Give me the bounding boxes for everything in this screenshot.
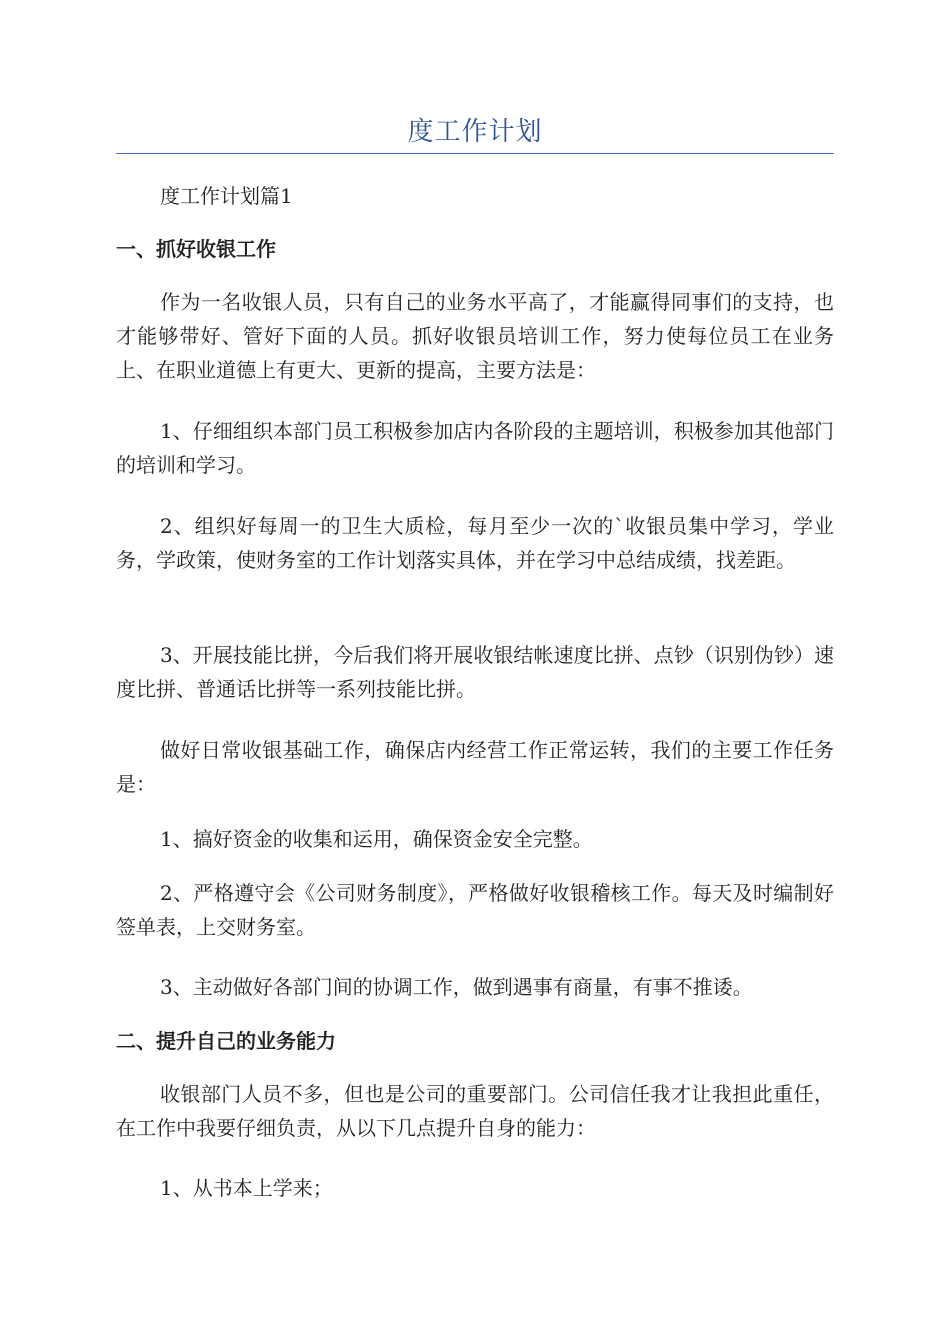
title-underline [116,153,834,154]
section-heading-2: 二、提升自己的业务能力 [116,1029,336,1053]
document-subtitle: 度工作计划篇1 [160,184,293,208]
paragraph: 2、组织好每周一的卫生大质检，每月至少一次的`收银员集中学习，学业务，学政策，使财务室的工作计划落实具体，并在学习中总结成绩，找差距。 [116,514,834,572]
document-title: 度工作计划 [407,117,543,147]
paragraph: 收银部门人员不多，但也是公司的重要部门。公司信任我才让我担此重任，在工作中我要仔细负责，从以下几点提升自身的能力： [116,1082,834,1140]
section-heading-1: 一、抓好收银工作 [116,237,276,261]
paragraph: 做好日常收银基础工作，确保店内经营工作正常运转，我们的主要工作任务是： [116,738,834,796]
paragraph: 作为一名收银人员，只有自己的业务水平高了，才能赢得同事们的支持，也才能够带好、管好下面的人员。抓好收银员培训工作，努力使每位员工在业务上、在职业道德上有更大、更新的提高，主要方法是： [116,290,834,382]
paragraph: 3、开展技能比拼，今后我们将开展收银结帐速度比拼、点钞（识别伪钞）速度比拼、普通话比拼等一系列技能比拼。 [116,643,834,701]
paragraph: 1、仔细组织本部门员工积极参加店内各阶段的主题培训，积极参加其他部门的培训和学习。 [116,419,834,477]
paragraph: 1、搞好资金的收集和运用，确保资金安全完整。 [160,827,593,851]
paragraph: 1、从书本上学来； [160,1176,333,1200]
paragraph: 2、严格遵守会《公司财务制度》，严格做好收银稽核工作。每天及时编制好签单表，上交财务室。 [116,881,834,939]
paragraph: 3、主动做好各部门间的协调工作，做到遇事有商量，有事不推诿。 [160,975,753,999]
